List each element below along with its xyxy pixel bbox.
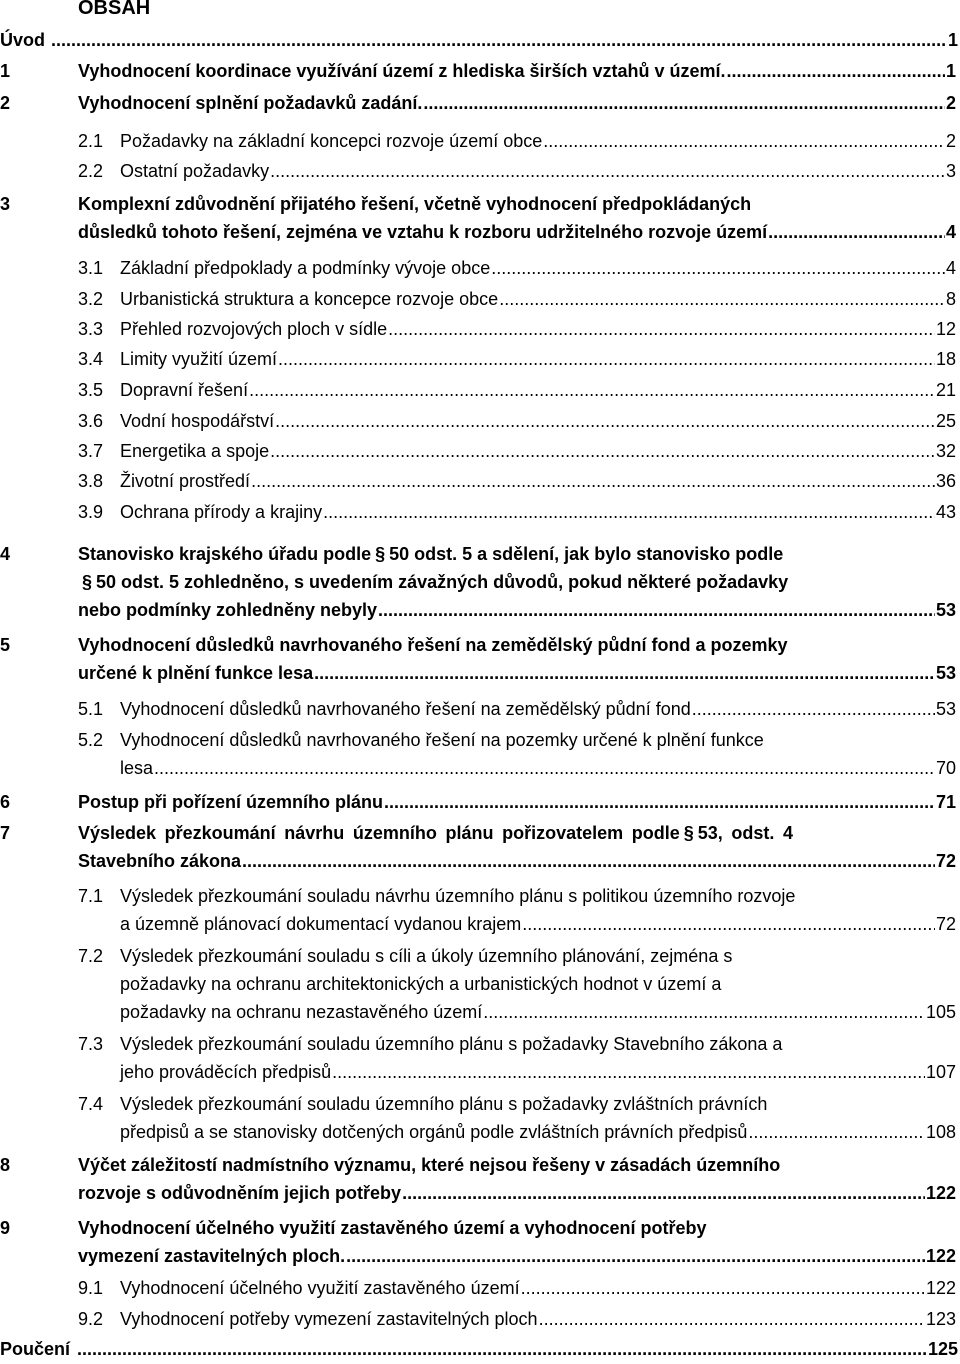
page-number: 125: [927, 1339, 958, 1359]
dot-leader: [499, 286, 945, 313]
page-number: 2: [945, 131, 956, 151]
entry-text: Vyhodnocení účelného využití zastavěného území: [120, 1278, 520, 1298]
page-number: 32: [935, 441, 956, 461]
page-number: 21: [935, 380, 956, 400]
section-sign-icon: §: [375, 544, 386, 564]
entry-text: Výsledek přezkoumání souladu návrhu územního plánu s politikou územního rozvoje: [120, 886, 796, 906]
toc-entry-number: 7: [0, 823, 11, 843]
entry-text: Energetika a spoje: [120, 441, 270, 461]
page-title: OBSAH: [78, 0, 151, 19]
toc-entry-number: 5: [0, 635, 11, 655]
section-sign-icon: §: [683, 823, 694, 843]
entry-text: Požadavky na základní koncepci rozvoje území obce: [120, 131, 543, 151]
page-number: 122: [925, 1278, 956, 1298]
toc-entry-number: 8: [0, 1155, 11, 1175]
page-number: 70: [935, 758, 956, 778]
page-number: 1: [947, 30, 958, 50]
entry-text: Životní prostředí: [120, 471, 251, 491]
dot-leader: [249, 377, 935, 404]
page-number: 36: [935, 471, 956, 491]
dot-leader: [270, 158, 945, 185]
dot-leader: [242, 848, 935, 875]
entry-text: Limity využití území: [120, 349, 278, 369]
page-number: 53: [935, 663, 956, 683]
entry-text: důsledků tohoto řešení, zejména ve vztahu k rozboru udržitelného rozvoje území: [78, 222, 768, 242]
entry-text: určené k plnění funkce lesa: [78, 663, 314, 683]
dot-leader: [692, 696, 935, 723]
toc-entry-number: 7.2: [78, 946, 104, 966]
dot-leader: [483, 999, 925, 1026]
entry-text: Stanovisko krajského úřadu podle: [78, 544, 372, 564]
page-number: 4: [945, 222, 956, 242]
entry-text: lesa: [120, 758, 154, 778]
dot-leader: [768, 219, 945, 246]
dot-leader: [346, 1243, 925, 1270]
dot-leader: [384, 789, 935, 816]
entry-text: vymezení zastavitelných ploch.: [78, 1246, 346, 1266]
entry-text: Ochrana přírody a krajiny: [120, 502, 323, 522]
toc-entry-number: 7.4: [78, 1094, 104, 1114]
dot-leader: [278, 346, 935, 373]
dot-leader: [378, 597, 935, 624]
toc-entry-number: 3: [0, 194, 11, 214]
entry-text: požadavky na ochranu architektonických a urbanistických hodnot v území a: [120, 974, 722, 994]
page-number: 108: [925, 1122, 956, 1142]
toc-entry-number: 2.2: [78, 161, 104, 181]
entry-text: Vyhodnocení důsledků navrhovaného řešení na zemědělský půdní fond a pozemky: [78, 635, 788, 655]
dot-leader: [314, 660, 935, 687]
toc-entry-number: 3.6: [78, 411, 104, 431]
page-number: 2: [945, 93, 956, 113]
page-number: 43: [935, 502, 956, 522]
entry-text: 50 odst. 5 a sdělení, jak bylo stanovisko podle: [389, 544, 784, 564]
toc-entry-number: 9.2: [78, 1309, 104, 1329]
toc-entry-number: 9: [0, 1218, 11, 1238]
entry-text: Vyhodnocení důsledků navrhovaného řešení na zemědělský půdní fond: [120, 699, 691, 719]
dot-leader: [402, 1180, 925, 1207]
dot-leader: [154, 755, 935, 782]
toc-entry-number: Poučení: [0, 1339, 71, 1359]
entry-text: rozvoje s odůvodněním jejich potřeby: [78, 1183, 402, 1203]
dot-leader: [51, 27, 947, 54]
toc-entry-number: 2.1: [78, 131, 104, 151]
entry-text: Vyhodnocení koordinace využívání území z hlediska širších vztahů v území.: [78, 61, 726, 81]
toc-entry-number: 7.1: [78, 886, 104, 906]
toc-entry-number: 2: [0, 93, 11, 113]
page-number: 53: [935, 600, 956, 620]
page-number: 18: [935, 349, 956, 369]
entry-text: Vodní hospodářství: [120, 411, 275, 431]
dot-leader: [727, 58, 945, 85]
entry-text: Základní předpoklady a podmínky vývoje obce: [120, 258, 491, 278]
toc-entry-number: 4: [0, 544, 11, 564]
toc-entry-number: 3.9: [78, 502, 104, 522]
entry-text: Výčet záležitostí nadmístního významu, které nejsou řešeny v zásadách územního: [78, 1155, 781, 1175]
section-sign-icon: §: [82, 572, 93, 592]
entry-text: Výsledek přezkoumání návrhu územního plánu pořizovatelem podle: [78, 823, 680, 843]
entry-text: požadavky na ochranu nezastavěného území: [120, 1002, 483, 1022]
entry-text: 50 odst. 5 zohledněno, s uvedením závažných důvodů, pokud některé požadavky: [96, 572, 789, 592]
entry-text: Přehled rozvojových ploch v sídle: [120, 319, 388, 339]
toc-entry-number: 5.1: [78, 699, 104, 719]
dot-leader: [522, 911, 935, 938]
toc-entry-number: 5.2: [78, 730, 104, 750]
dot-leader: [388, 316, 935, 343]
page-number: 71: [935, 792, 956, 812]
toc-entry-number: 3.1: [78, 258, 104, 278]
dot-leader: [423, 90, 945, 117]
toc-entry-number: 6: [0, 792, 11, 812]
entry-text: jeho prováděcích předpisů: [120, 1062, 332, 1082]
entry-text: 53, odst. 4: [697, 823, 793, 843]
entry-text: Vyhodnocení potřeby vymezení zastavitelných ploch: [120, 1309, 538, 1329]
entry-text: Postup při pořízení územního plánu: [78, 792, 383, 812]
toc-entry-number: 3.4: [78, 349, 104, 369]
dot-leader: [332, 1059, 925, 1086]
page-number: 105: [925, 1002, 956, 1022]
page-number: 25: [935, 411, 956, 431]
dot-leader: [543, 128, 945, 155]
toc-entry-number: 3.2: [78, 289, 104, 309]
entry-text: Ostatní požadavky: [120, 161, 270, 181]
page-number: 4: [945, 258, 956, 278]
entry-text: Vyhodnocení důsledků navrhovaného řešení na pozemky určené k plnění funkce: [120, 730, 764, 750]
toc-entry-number: 9.1: [78, 1278, 104, 1298]
page-number: 8: [945, 289, 956, 309]
page-number: 3: [945, 161, 956, 181]
page-number: 72: [935, 851, 956, 871]
toc-entry-number: 7.3: [78, 1034, 104, 1054]
toc-entry-number: 3.8: [78, 471, 104, 491]
page-number: 12: [935, 319, 956, 339]
page-number: 122: [925, 1183, 956, 1203]
entry-text: nebo podmínky zohledněny nebyly: [78, 600, 378, 620]
page-number: 123: [925, 1309, 956, 1329]
toc-entry-number: 3.7: [78, 441, 104, 461]
toc-entry-number: 3.5: [78, 380, 104, 400]
toc-entry-number: 3.3: [78, 319, 104, 339]
page-number: 72: [935, 914, 956, 934]
dot-leader: [77, 1336, 927, 1363]
entry-text: Dopravní řešení: [120, 380, 249, 400]
page-number: 1: [945, 61, 956, 81]
entry-text: Urbanistická struktura a koncepce rozvoje obce: [120, 289, 499, 309]
page-number: 107: [925, 1062, 956, 1082]
dot-leader: [521, 1275, 925, 1302]
entry-text: Vyhodnocení účelného využití zastavěného území a vyhodnocení potřeby: [78, 1218, 707, 1238]
dot-leader: [748, 1119, 925, 1146]
dot-leader: [251, 468, 935, 495]
toc-entry-number: Úvod: [0, 30, 45, 50]
dot-leader: [539, 1306, 925, 1333]
page-number: 122: [925, 1246, 956, 1266]
dot-leader: [270, 438, 935, 465]
dot-leader: [491, 255, 945, 282]
page-number: 53: [935, 699, 956, 719]
entry-text: Vyhodnocení splnění požadavků zadání.: [78, 93, 423, 113]
entry-text: předpisů a se stanovisky dotčených orgánů podle zvláštních právních předpisů: [120, 1122, 748, 1142]
entry-text: Komplexní zdůvodnění přijatého řešení, včetně vyhodnocení předpokládaných: [78, 194, 752, 214]
dot-leader: [323, 499, 935, 526]
entry-text: a územně plánovací dokumentací vydanou krajem: [120, 914, 522, 934]
entry-text: Výsledek přezkoumání souladu s cíli a úkoly územního plánování, zejména s: [120, 946, 733, 966]
entry-text: Stavebního zákona: [78, 851, 242, 871]
entry-text: Výsledek přezkoumání souladu územního plánu s požadavky Stavebního zákona a: [120, 1034, 783, 1054]
entry-text: Výsledek přezkoumání souladu územního plánu s požadavky zvláštních právních: [120, 1094, 768, 1114]
toc-entry-number: 1: [0, 61, 11, 81]
dot-leader: [275, 408, 935, 435]
